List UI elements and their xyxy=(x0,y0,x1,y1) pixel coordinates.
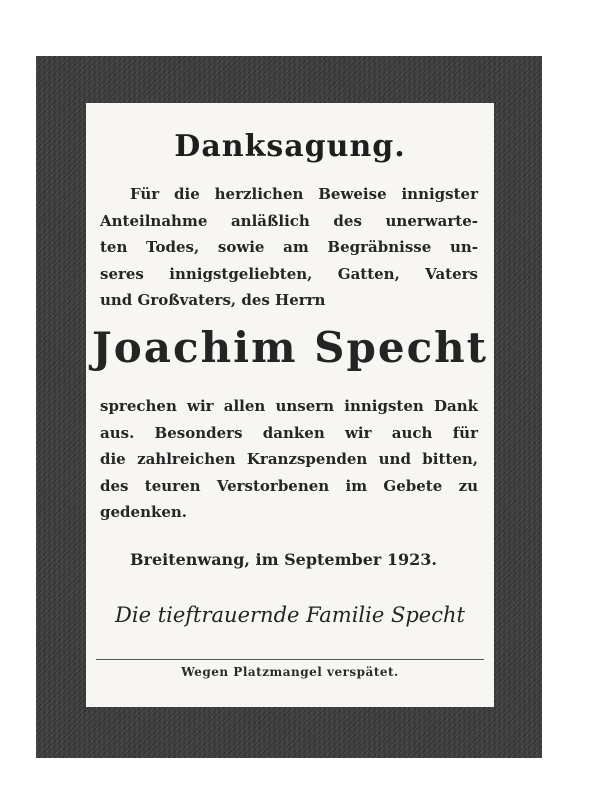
notice-title: Danksagung. xyxy=(174,129,406,164)
intro-line: Für die herzlichen Beweise innigster xyxy=(130,185,478,203)
body-line: gedenken. xyxy=(100,503,188,521)
intro-line: ten Todes, sowie am Begräbnisse un- xyxy=(100,238,478,256)
body-line: des teuren Verstorbenen im Gebete zu xyxy=(100,476,478,495)
body-paragraph xyxy=(100,393,478,526)
place-date: Breitenwang, im September 1923. xyxy=(130,550,437,569)
intro-line: und Großvaters, des Herrn xyxy=(100,291,326,309)
body-line: die zahlreichen Kranzspenden und bitten, xyxy=(100,450,478,468)
deceased-name: Joachim Specht xyxy=(91,323,489,372)
body-line: aus. Besonders danken wir auch für xyxy=(100,423,478,442)
divider-line xyxy=(96,659,484,660)
footnote: Wegen Platzmangel verspätet. xyxy=(181,665,399,679)
intro-line: seres innigstgeliebten, Gatten, Vaters xyxy=(100,264,478,283)
family-signature: Die tieftrauernde Familie Specht xyxy=(115,603,465,627)
death-notice xyxy=(86,103,494,707)
body-line: sprechen wir allen unsern innigsten Dank xyxy=(100,397,478,415)
intro-paragraph xyxy=(100,181,478,314)
intro-line: Anteilnahme anläßlich des unerwarte- xyxy=(100,211,478,230)
